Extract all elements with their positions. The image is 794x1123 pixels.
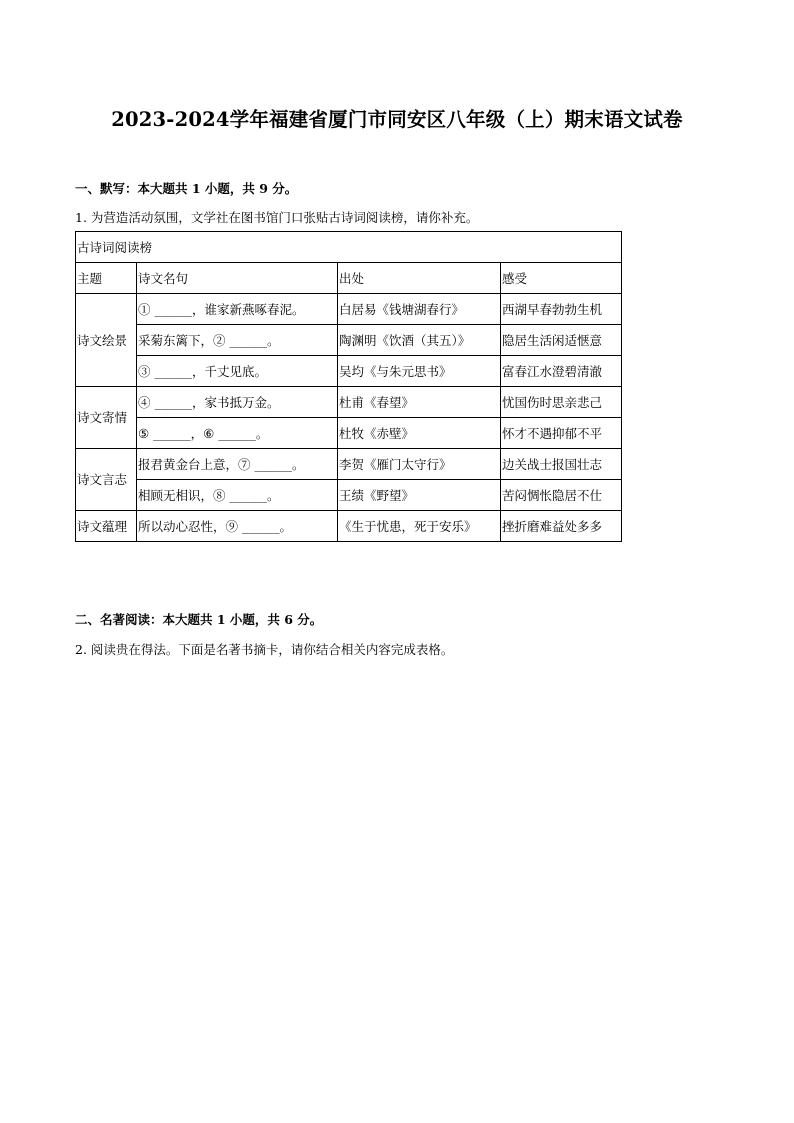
header-theme: 主题 [76,263,137,294]
source-cell: 白居易《钱塘湖春行》 [338,294,501,325]
poem-line-cell: ③ ______，千丈见底。 [137,356,338,387]
table-caption: 古诗词阅读榜 [76,232,622,263]
poem-line-cell: ④ ______，家书抵万金。 [137,387,338,418]
table-row [76,387,622,418]
source-cell: 吴均《与朱元思书》 [338,356,501,387]
table-header-row [76,263,622,294]
table-row [76,418,622,449]
source-cell: 《生于忧患，死于安乐》 [338,511,501,542]
poem-line-cell: 所以动心忍性，⑨ ______。 [137,511,338,542]
poem-line-cell: ① ______，谁家新燕啄春泥。 [137,294,338,325]
table-row [76,325,622,356]
theme-cell: 诗文绘景 [76,294,137,387]
source-cell: 杜甫《春望》 [338,387,501,418]
source-cell: 杜牧《赤壁》 [338,418,501,449]
header-source: 出处 [338,263,501,294]
theme-cell: 诗文寄情 [76,387,137,449]
theme-cell: 诗文言志 [76,449,137,511]
question-2-prompt: 2. 阅读贵在得法。下面是名著书摘卡，请你结合相关内容完成表格。 [75,642,454,657]
table-row [76,294,622,325]
feeling-cell: 隐居生活闲适惬意 [501,325,622,356]
feeling-cell: 富春江水澄碧清澈 [501,356,622,387]
section-heading-dictation: 一、默写：本大题共 1 小题，共 9 分。 [75,181,298,196]
feeling-cell: 苦闷惆怅隐居不仕 [501,480,622,511]
feeling-cell: 忧国伤时思亲悲己 [501,387,622,418]
feeling-cell: 挫折磨难益处多多 [501,511,622,542]
poem-line-cell: ⑤ ______，⑥ ______。 [137,418,338,449]
theme-cell: 诗文蕴理 [76,511,137,542]
source-cell: 王绩《野望》 [338,480,501,511]
table-caption-row [76,232,622,263]
table-row [76,511,622,542]
exam-title: 2023-2024学年福建省厦门市同安区八年级（上）期末语文试卷 [111,108,683,131]
feeling-cell: 怀才不遇抑郁不平 [501,418,622,449]
header-poem-line: 诗文名句 [137,263,338,294]
header-feeling: 感受 [501,263,622,294]
table-row [76,480,622,511]
poem-line-cell: 报君黄金台上意，⑦ ______。 [137,449,338,480]
question-1-prompt: 1. 为营造活动氛围，文学社在图书馆门口张贴古诗词阅读榜，请你补充。 [75,210,479,225]
source-cell: 李贺《雁门太守行》 [338,449,501,480]
table-row [76,356,622,387]
feeling-cell: 西湖早春勃勃生机 [501,294,622,325]
source-cell: 陶渊明《饮酒（其五）》 [338,325,501,356]
feeling-cell: 边关战士报国壮志 [501,449,622,480]
poem-reading-table [75,231,622,542]
table-row [76,449,622,480]
poem-line-cell: 采菊东篱下，② ______。 [137,325,338,356]
section-heading-classics-reading: 二、名著阅读：本大题共 1 小题，共 6 分。 [75,612,323,627]
poem-line-cell: 相顾无相识，⑧ ______。 [137,480,338,511]
